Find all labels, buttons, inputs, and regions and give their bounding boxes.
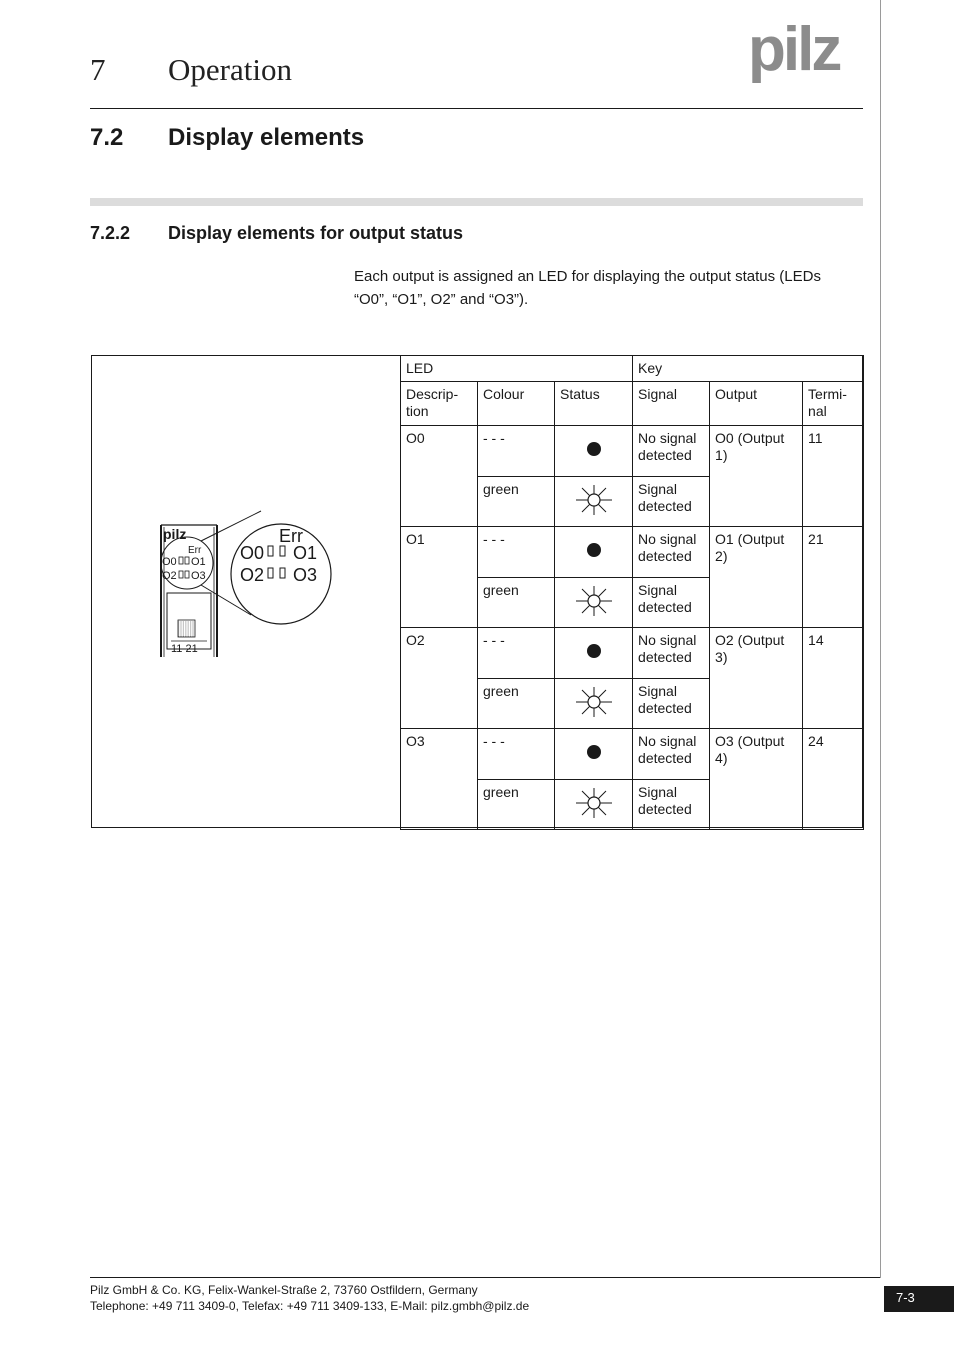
led-terminal: 14: [803, 628, 864, 729]
device-illustration: [91, 355, 399, 826]
led-status-table: [400, 355, 864, 830]
pilz-logo: [748, 24, 866, 94]
led-output: O0 (Output 1): [710, 426, 803, 527]
led-on-icon: [574, 685, 614, 719]
zoom-o0-label: O0: [240, 543, 265, 563]
status-on-cell: [555, 679, 633, 729]
led-colour: green: [478, 477, 555, 527]
led-output: O3 (Output 4): [710, 729, 803, 830]
intro-paragraph: [354, 265, 864, 311]
led-on-icon: [574, 483, 614, 517]
device-o2-led: [179, 571, 183, 578]
section-divider-band: [90, 198, 863, 206]
device-o2-label: O2: [162, 570, 177, 582]
led-signal: No signal detected: [633, 729, 710, 780]
section-number: 7.2: [90, 124, 124, 151]
led-terminal: 24: [803, 729, 864, 830]
status-off-cell: [555, 426, 633, 477]
intro-line-1: Each output is assigned an LED for displaying the output status (LEDs: [354, 268, 821, 285]
led-description: O0: [401, 426, 478, 527]
table-row: [401, 729, 864, 780]
pilz-logo-text: pilz: [748, 24, 840, 84]
device-o1-label: O1: [191, 556, 206, 568]
header-colour: Colour: [478, 382, 555, 426]
table-row: [401, 426, 864, 477]
led-terminal: 21: [803, 527, 864, 628]
status-on-cell: [555, 780, 633, 830]
section-title: Display elements: [168, 124, 365, 151]
led-signal: Signal detected: [633, 477, 710, 527]
led-signal: No signal detected: [633, 426, 710, 477]
status-off-cell: [555, 527, 633, 578]
device-terminal-label: 11 21: [171, 643, 198, 655]
led-on-icon: [574, 786, 614, 820]
led-signal: Signal detected: [633, 578, 710, 628]
header-description: Descrip- tion: [401, 382, 478, 426]
led-off-icon: [587, 543, 601, 557]
header-status: Status: [555, 382, 633, 426]
led-colour: - - -: [478, 527, 555, 578]
connector-pattern: [178, 620, 195, 637]
subsection-number: 7.2.2: [90, 223, 131, 243]
led-colour: green: [478, 780, 555, 830]
led-description: O2: [401, 628, 478, 729]
zoom-o2-label: O2: [240, 565, 265, 585]
led-terminal: 11: [803, 426, 864, 527]
led-colour: - - -: [478, 426, 555, 477]
page-number: 7-3: [884, 1286, 954, 1312]
led-colour: - - -: [478, 628, 555, 679]
device-o1-led: [185, 557, 189, 564]
header-rule: [90, 108, 863, 109]
led-off-icon: [587, 745, 601, 759]
led-colour: green: [478, 679, 555, 729]
zoom-err-label: Err: [279, 526, 303, 546]
led-output: O2 (Output 3): [710, 628, 803, 729]
header-terminal: Termi- nal: [803, 382, 864, 426]
led-off-icon: [587, 442, 601, 456]
footer-address: Pilz GmbH & Co. KG, Felix-Wankel-Straße 2, 73760 Ostfildern, Germany: [90, 1283, 478, 1297]
device-figure-cell: [91, 355, 401, 828]
led-off-icon: [587, 644, 601, 658]
led-description: O1: [401, 527, 478, 628]
led-signal: No signal detected: [633, 628, 710, 679]
footer-contact: Telephone: +49 711 3409-0, Telefax: +49 711 3409-133, E-Mail: pilz.gmbh@pilz.de: [90, 1299, 530, 1313]
header-led: LED: [401, 356, 633, 382]
right-margin-rule: [880, 0, 881, 1278]
header-output: Output: [710, 382, 803, 426]
led-description: O3: [401, 729, 478, 830]
chapter-number: 7: [90, 52, 106, 87]
device-o3-label: O3: [191, 570, 206, 582]
device-o0-led: [179, 557, 183, 564]
led-signal: Signal detected: [633, 679, 710, 729]
led-colour: - - -: [478, 729, 555, 780]
footer-rule: [90, 1277, 880, 1278]
led-colour: green: [478, 578, 555, 628]
status-off-cell: [555, 729, 633, 780]
led-output: O1 (Output 2): [710, 527, 803, 628]
header-key: Key: [633, 356, 864, 382]
header-signal: Signal: [633, 382, 710, 426]
zoom-o3-label: O3: [293, 565, 318, 585]
table-row: [401, 527, 864, 578]
intro-line-2: “O0”, “O1”, O2” and “O3”).: [354, 291, 529, 308]
led-on-icon: [574, 584, 614, 618]
status-off-cell: [555, 628, 633, 679]
status-on-cell: [555, 477, 633, 527]
led-signal: Signal detected: [633, 780, 710, 830]
device-o0-label: O0: [162, 556, 177, 568]
table-group-header-row: [401, 356, 864, 382]
zoom-o1-label: O1: [293, 543, 318, 563]
subsection-title: Display elements for output status: [168, 223, 464, 243]
status-on-cell: [555, 578, 633, 628]
table-column-header-row: [401, 382, 864, 426]
led-signal: No signal detected: [633, 527, 710, 578]
table-row: [401, 628, 864, 679]
device-o3-led: [185, 571, 189, 578]
device-logo: pilz: [163, 526, 187, 542]
chapter-title: Operation: [168, 52, 292, 87]
device-err-label: Err: [188, 545, 202, 556]
